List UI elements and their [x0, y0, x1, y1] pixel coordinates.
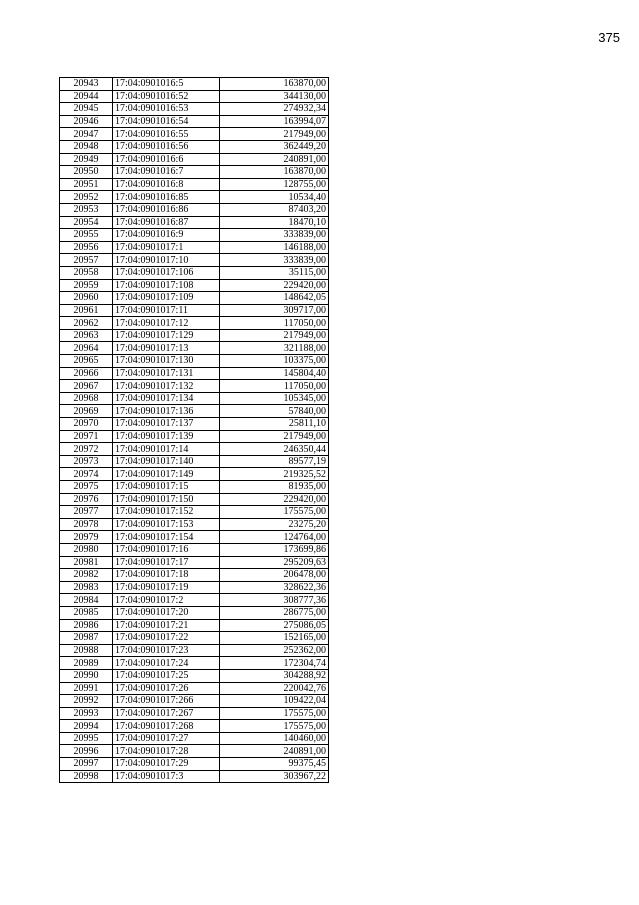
cadastral-number-cell: 17:04:0901017:21 [113, 619, 220, 632]
cadastral-number-cell: 17:04:0901017:267 [113, 707, 220, 720]
cadastral-number-cell: 17:04:0901017:131 [113, 367, 220, 380]
cadastral-number-cell: 17:04:0901017:25 [113, 669, 220, 682]
table-row [60, 418, 329, 431]
cadastral-number-cell: 17:04:0901016:87 [113, 216, 220, 229]
table-row [60, 606, 329, 619]
table-row [60, 468, 329, 481]
table-row [60, 657, 329, 670]
value-cell: 252362,00 [220, 644, 329, 657]
row-number-cell: 20962 [60, 317, 113, 330]
value-cell: 117050,00 [220, 317, 329, 330]
cadastral-number-cell: 17:04:0901017:13 [113, 342, 220, 355]
value-cell: 163870,00 [220, 78, 329, 91]
row-number-cell: 20949 [60, 153, 113, 166]
value-cell: 217949,00 [220, 128, 329, 141]
value-cell: 89577,19 [220, 455, 329, 468]
row-number-cell: 20944 [60, 90, 113, 103]
value-cell: 246350,44 [220, 443, 329, 456]
table-row [60, 732, 329, 745]
value-cell: 295209,63 [220, 556, 329, 569]
value-cell: 286775,00 [220, 606, 329, 619]
cadastral-number-cell: 17:04:0901017:137 [113, 418, 220, 431]
row-number-cell: 20975 [60, 481, 113, 494]
value-cell: 35115,00 [220, 266, 329, 279]
row-number-cell: 20995 [60, 732, 113, 745]
table-row [60, 745, 329, 758]
value-cell: 152165,00 [220, 632, 329, 645]
table-row [60, 481, 329, 494]
row-number-cell: 20989 [60, 657, 113, 670]
table-row [60, 594, 329, 607]
row-number-cell: 20983 [60, 581, 113, 594]
row-number-cell: 20998 [60, 770, 113, 783]
row-number-cell: 20978 [60, 518, 113, 531]
cadastral-number-cell: 17:04:0901017:1 [113, 241, 220, 254]
table-row [60, 695, 329, 708]
cadastral-number-cell: 17:04:0901017:15 [113, 481, 220, 494]
cadastral-number-cell: 17:04:0901016:52 [113, 90, 220, 103]
cadastral-number-cell: 17:04:0901017:132 [113, 380, 220, 393]
value-cell: 87403,20 [220, 203, 329, 216]
value-cell: 275086,05 [220, 619, 329, 632]
table-row [60, 518, 329, 531]
cadastral-number-cell: 17:04:0901017:134 [113, 392, 220, 405]
row-number-cell: 20948 [60, 140, 113, 153]
row-number-cell: 20952 [60, 191, 113, 204]
table-row [60, 707, 329, 720]
cadastral-number-cell: 17:04:0901016:54 [113, 115, 220, 128]
row-number-cell: 20972 [60, 443, 113, 456]
table-row [60, 254, 329, 267]
table-row [60, 644, 329, 657]
value-cell: 206478,00 [220, 569, 329, 582]
value-cell: 217949,00 [220, 430, 329, 443]
value-cell: 220042,76 [220, 682, 329, 695]
cadastral-number-cell: 17:04:0901017:152 [113, 506, 220, 519]
cadastral-number-cell: 17:04:0901017:29 [113, 758, 220, 771]
value-cell: 23275,20 [220, 518, 329, 531]
cadastral-number-cell: 17:04:0901017:26 [113, 682, 220, 695]
cadastral-number-cell: 17:04:0901016:6 [113, 153, 220, 166]
cadastral-number-cell: 17:04:0901017:23 [113, 644, 220, 657]
table-row [60, 166, 329, 179]
table-row [60, 203, 329, 216]
cadastral-number-cell: 17:04:0901017:266 [113, 695, 220, 708]
table-row [60, 619, 329, 632]
cadastral-number-cell: 17:04:0901016:86 [113, 203, 220, 216]
table-row [60, 531, 329, 544]
value-cell: 229420,00 [220, 279, 329, 292]
row-number-cell: 20947 [60, 128, 113, 141]
cadastral-number-cell: 17:04:0901017:149 [113, 468, 220, 481]
value-cell: 303967,22 [220, 770, 329, 783]
table-row [60, 90, 329, 103]
cadastral-number-cell: 17:04:0901017:2 [113, 594, 220, 607]
table-row [60, 455, 329, 468]
cadastral-number-cell: 17:04:0901017:109 [113, 292, 220, 305]
cadastral-number-cell: 17:04:0901017:139 [113, 430, 220, 443]
table-row [60, 543, 329, 556]
table-row [60, 720, 329, 733]
row-number-cell: 20969 [60, 405, 113, 418]
cadastral-number-cell: 17:04:0901016:7 [113, 166, 220, 179]
table-row [60, 392, 329, 405]
table-row [60, 581, 329, 594]
row-number-cell: 20984 [60, 594, 113, 607]
row-number-cell: 20988 [60, 644, 113, 657]
cadastral-number-cell: 17:04:0901016:85 [113, 191, 220, 204]
cadastral-number-cell: 17:04:0901017:129 [113, 329, 220, 342]
cadastral-number-cell: 17:04:0901017:12 [113, 317, 220, 330]
table-row [60, 632, 329, 645]
cadastral-number-cell: 17:04:0901017:108 [113, 279, 220, 292]
row-number-cell: 20957 [60, 254, 113, 267]
cadastral-number-cell: 17:04:0901017:18 [113, 569, 220, 582]
row-number-cell: 20977 [60, 506, 113, 519]
cadastral-number-cell: 17:04:0901017:14 [113, 443, 220, 456]
cadastral-number-cell: 17:04:0901017:136 [113, 405, 220, 418]
table-row [60, 355, 329, 368]
value-cell: 124764,00 [220, 531, 329, 544]
table-row [60, 229, 329, 242]
table-row [60, 178, 329, 191]
value-cell: 304288,92 [220, 669, 329, 682]
table-row [60, 430, 329, 443]
cadastral-number-cell: 17:04:0901017:153 [113, 518, 220, 531]
table-row [60, 770, 329, 783]
value-cell: 173699,86 [220, 543, 329, 556]
table-row [60, 669, 329, 682]
table-row [60, 304, 329, 317]
cadastral-number-cell: 17:04:0901016:55 [113, 128, 220, 141]
value-cell: 308777,36 [220, 594, 329, 607]
row-number-cell: 20992 [60, 695, 113, 708]
table-row [60, 317, 329, 330]
row-number-cell: 20966 [60, 367, 113, 380]
value-cell: 140460,00 [220, 732, 329, 745]
value-cell: 99375,45 [220, 758, 329, 771]
row-number-cell: 20963 [60, 329, 113, 342]
row-number-cell: 20946 [60, 115, 113, 128]
value-cell: 175575,00 [220, 707, 329, 720]
row-number-cell: 20986 [60, 619, 113, 632]
table-row [60, 682, 329, 695]
value-cell: 109422,04 [220, 695, 329, 708]
row-number-cell: 20993 [60, 707, 113, 720]
row-number-cell: 20965 [60, 355, 113, 368]
table-row [60, 758, 329, 771]
row-number-cell: 20959 [60, 279, 113, 292]
cadastral-number-cell: 17:04:0901017:19 [113, 581, 220, 594]
value-cell: 274932,34 [220, 103, 329, 116]
value-cell: 146188,00 [220, 241, 329, 254]
table-row [60, 506, 329, 519]
table-row [60, 367, 329, 380]
row-number-cell: 20950 [60, 166, 113, 179]
value-cell: 10534,40 [220, 191, 329, 204]
row-number-cell: 20968 [60, 392, 113, 405]
value-cell: 344130,00 [220, 90, 329, 103]
row-number-cell: 20973 [60, 455, 113, 468]
cadastral-number-cell: 17:04:0901017:20 [113, 606, 220, 619]
row-number-cell: 20956 [60, 241, 113, 254]
value-cell: 333839,00 [220, 254, 329, 267]
row-number-cell: 20954 [60, 216, 113, 229]
row-number-cell: 20958 [60, 266, 113, 279]
value-cell: 362449,20 [220, 140, 329, 153]
value-cell: 103375,00 [220, 355, 329, 368]
value-cell: 175575,00 [220, 720, 329, 733]
row-number-cell: 20943 [60, 78, 113, 91]
cadastral-value-table [59, 77, 329, 783]
value-cell: 328622,36 [220, 581, 329, 594]
cadastral-number-cell: 17:04:0901017:28 [113, 745, 220, 758]
value-cell: 81935,00 [220, 481, 329, 494]
row-number-cell: 20997 [60, 758, 113, 771]
cadastral-number-cell: 17:04:0901017:24 [113, 657, 220, 670]
cadastral-number-cell: 17:04:0901017:22 [113, 632, 220, 645]
row-number-cell: 20976 [60, 493, 113, 506]
cadastral-number-cell: 17:04:0901017:130 [113, 355, 220, 368]
table-row [60, 329, 329, 342]
value-cell: 229420,00 [220, 493, 329, 506]
row-number-cell: 20964 [60, 342, 113, 355]
table-row [60, 556, 329, 569]
table-row [60, 493, 329, 506]
table-row [60, 103, 329, 116]
table-body [60, 78, 329, 783]
table-row [60, 153, 329, 166]
value-cell: 117050,00 [220, 380, 329, 393]
row-number-cell: 20979 [60, 531, 113, 544]
row-number-cell: 20971 [60, 430, 113, 443]
value-cell: 105345,00 [220, 392, 329, 405]
value-cell: 321188,00 [220, 342, 329, 355]
cadastral-number-cell: 17:04:0901017:17 [113, 556, 220, 569]
table-row [60, 128, 329, 141]
cadastral-number-cell: 17:04:0901017:3 [113, 770, 220, 783]
cadastral-number-cell: 17:04:0901016:53 [113, 103, 220, 116]
table-row [60, 78, 329, 91]
row-number-cell: 20981 [60, 556, 113, 569]
cadastral-number-cell: 17:04:0901017:106 [113, 266, 220, 279]
table-row [60, 279, 329, 292]
cadastral-number-cell: 17:04:0901017:140 [113, 455, 220, 468]
cadastral-number-cell: 17:04:0901017:154 [113, 531, 220, 544]
cadastral-number-cell: 17:04:0901016:56 [113, 140, 220, 153]
row-number-cell: 20974 [60, 468, 113, 481]
table-row [60, 191, 329, 204]
table-row [60, 292, 329, 305]
row-number-cell: 20945 [60, 103, 113, 116]
value-cell: 240891,00 [220, 153, 329, 166]
value-cell: 128755,00 [220, 178, 329, 191]
cadastral-number-cell: 17:04:0901017:27 [113, 732, 220, 745]
table-row [60, 569, 329, 582]
cadastral-number-cell: 17:04:0901016:9 [113, 229, 220, 242]
row-number-cell: 20980 [60, 543, 113, 556]
table-row [60, 216, 329, 229]
value-cell: 148642,05 [220, 292, 329, 305]
table-row [60, 115, 329, 128]
table-row [60, 241, 329, 254]
table-row [60, 380, 329, 393]
table-row [60, 342, 329, 355]
value-cell: 25811,10 [220, 418, 329, 431]
value-cell: 172304,74 [220, 657, 329, 670]
table-row [60, 443, 329, 456]
cadastral-number-cell: 17:04:0901016:5 [113, 78, 220, 91]
row-number-cell: 20996 [60, 745, 113, 758]
value-cell: 57840,00 [220, 405, 329, 418]
cadastral-number-cell: 17:04:0901017:11 [113, 304, 220, 317]
table-row [60, 266, 329, 279]
row-number-cell: 20967 [60, 380, 113, 393]
value-cell: 240891,00 [220, 745, 329, 758]
row-number-cell: 20951 [60, 178, 113, 191]
cadastral-number-cell: 17:04:0901016:8 [113, 178, 220, 191]
row-number-cell: 20990 [60, 669, 113, 682]
row-number-cell: 20961 [60, 304, 113, 317]
row-number-cell: 20987 [60, 632, 113, 645]
row-number-cell: 20994 [60, 720, 113, 733]
cadastral-number-cell: 17:04:0901017:150 [113, 493, 220, 506]
table-row [60, 140, 329, 153]
value-cell: 333839,00 [220, 229, 329, 242]
cadastral-number-cell: 17:04:0901017:10 [113, 254, 220, 267]
value-cell: 163870,00 [220, 166, 329, 179]
row-number-cell: 20970 [60, 418, 113, 431]
value-cell: 163994,07 [220, 115, 329, 128]
value-cell: 145804,40 [220, 367, 329, 380]
row-number-cell: 20982 [60, 569, 113, 582]
row-number-cell: 20955 [60, 229, 113, 242]
value-cell: 219325,52 [220, 468, 329, 481]
value-cell: 18470,10 [220, 216, 329, 229]
table-row [60, 405, 329, 418]
value-cell: 175575,00 [220, 506, 329, 519]
row-number-cell: 20960 [60, 292, 113, 305]
value-cell: 217949,00 [220, 329, 329, 342]
row-number-cell: 20991 [60, 682, 113, 695]
cadastral-number-cell: 17:04:0901017:16 [113, 543, 220, 556]
page-number: 375 [598, 30, 620, 45]
row-number-cell: 20953 [60, 203, 113, 216]
row-number-cell: 20985 [60, 606, 113, 619]
cadastral-number-cell: 17:04:0901017:268 [113, 720, 220, 733]
value-cell: 309717,00 [220, 304, 329, 317]
